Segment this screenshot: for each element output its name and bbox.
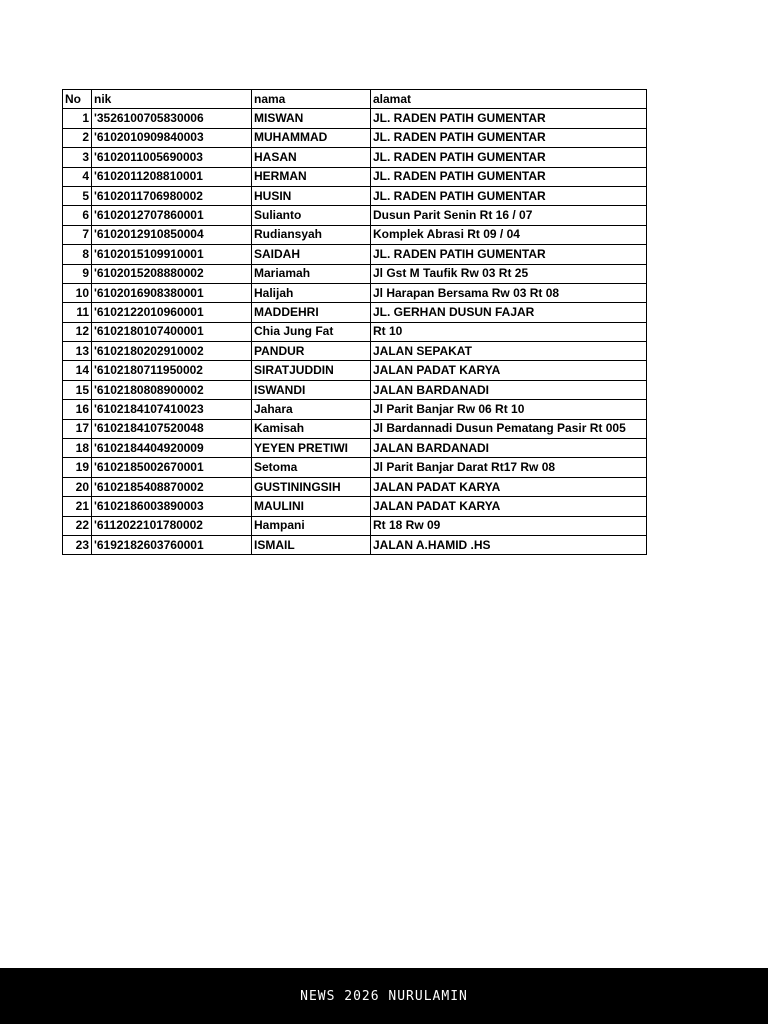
cell-nama: SIRATJUDDIN	[252, 361, 371, 380]
table-row	[63, 109, 647, 128]
cell-nik: '6102184107410023	[92, 400, 252, 419]
cell-nama: Sulianto	[252, 206, 371, 225]
cell-nama: Jahara	[252, 400, 371, 419]
table-row	[63, 419, 647, 438]
cell-no: 23	[63, 535, 92, 554]
cell-no: 12	[63, 322, 92, 341]
cell-nama: SAIDAH	[252, 245, 371, 264]
cell-alamat: JL. RADEN PATIH GUMENTAR	[371, 245, 647, 264]
table-row	[63, 516, 647, 535]
cell-nama: Hampani	[252, 516, 371, 535]
table-row	[63, 225, 647, 244]
cell-alamat: JL. RADEN PATIH GUMENTAR	[371, 186, 647, 205]
table-row	[63, 264, 647, 283]
cell-alamat: JALAN BARDANADI	[371, 439, 647, 458]
cell-nik: '6102180202910002	[92, 342, 252, 361]
cell-alamat: JALAN PADAT KARYA	[371, 477, 647, 496]
cell-alamat: JL. GERHAN DUSUN FAJAR	[371, 303, 647, 322]
cell-alamat: Rt 18 Rw 09	[371, 516, 647, 535]
table-row	[63, 361, 647, 380]
cell-nik: '6102012707860001	[92, 206, 252, 225]
table-row	[63, 400, 647, 419]
cell-nik: '6102016908380001	[92, 283, 252, 302]
cell-alamat: Jl Parit Banjar Darat Rt17 Rw 08	[371, 458, 647, 477]
cell-no: 15	[63, 380, 92, 399]
cell-alamat: JALAN PADAT KARYA	[371, 497, 647, 516]
cell-nik: '6102015208880002	[92, 264, 252, 283]
table-body	[63, 109, 647, 555]
cell-nama: PANDUR	[252, 342, 371, 361]
cell-alamat: JL. RADEN PATIH GUMENTAR	[371, 148, 647, 167]
table-row	[63, 380, 647, 399]
cell-alamat: Komplek Abrasi Rt 09 / 04	[371, 225, 647, 244]
cell-no: 14	[63, 361, 92, 380]
table-row	[63, 245, 647, 264]
footer-caption: NEWS 2026 NURULAMIN	[300, 988, 468, 1004]
cell-nik: '6112022101780002	[92, 516, 252, 535]
header-nama: nama	[252, 90, 371, 109]
table-row	[63, 439, 647, 458]
table-row	[63, 342, 647, 361]
table-row	[63, 458, 647, 477]
cell-nik: '6102186003890003	[92, 497, 252, 516]
cell-alamat: Jl Bardannadi Dusun Pematang Pasir Rt 005	[371, 419, 647, 438]
cell-no: 11	[63, 303, 92, 322]
cell-nama: ISMAIL	[252, 535, 371, 554]
cell-no: 21	[63, 497, 92, 516]
cell-nik: '3526100705830006	[92, 109, 252, 128]
cell-nama: HUSIN	[252, 186, 371, 205]
cell-nama: MUHAMMAD	[252, 128, 371, 147]
header-alamat: alamat	[371, 90, 647, 109]
cell-no: 1	[63, 109, 92, 128]
cell-alamat: Jl Parit Banjar Rw 06 Rt 10	[371, 400, 647, 419]
table-row	[63, 477, 647, 496]
cell-alamat: JALAN BARDANADI	[371, 380, 647, 399]
table-row	[63, 186, 647, 205]
cell-nama: GUSTININGSIH	[252, 477, 371, 496]
cell-nik: '6102122010960001	[92, 303, 252, 322]
cell-nama: Mariamah	[252, 264, 371, 283]
table-row	[63, 322, 647, 341]
cell-alamat: JALAN SEPAKAT	[371, 342, 647, 361]
footer-bar	[0, 968, 768, 1024]
cell-no: 2	[63, 128, 92, 147]
cell-no: 4	[63, 167, 92, 186]
cell-alamat: JALAN PADAT KARYA	[371, 361, 647, 380]
table-row	[63, 535, 647, 554]
header-nik: nik	[92, 90, 252, 109]
cell-no: 13	[63, 342, 92, 361]
data-table	[62, 89, 647, 555]
cell-nik: '6102184107520048	[92, 419, 252, 438]
cell-nik: '6102184404920009	[92, 439, 252, 458]
cell-alamat: Jl Harapan Bersama Rw 03 Rt 08	[371, 283, 647, 302]
cell-nama: Kamisah	[252, 419, 371, 438]
cell-no: 19	[63, 458, 92, 477]
cell-nama: Halijah	[252, 283, 371, 302]
cell-nik: '6102180711950002	[92, 361, 252, 380]
cell-no: 16	[63, 400, 92, 419]
cell-no: 7	[63, 225, 92, 244]
table-row	[63, 206, 647, 225]
cell-no: 17	[63, 419, 92, 438]
cell-nik: '6102012910850004	[92, 225, 252, 244]
cell-nama: Chia Jung Fat	[252, 322, 371, 341]
cell-nama: HASAN	[252, 148, 371, 167]
table-row	[63, 167, 647, 186]
cell-nama: YEYEN PRETIWI	[252, 439, 371, 458]
cell-nik: '6102011005690003	[92, 148, 252, 167]
cell-nik: '6102185002670001	[92, 458, 252, 477]
cell-alamat: JL. RADEN PATIH GUMENTAR	[371, 128, 647, 147]
cell-alamat: Dusun Parit Senin Rt 16 / 07	[371, 206, 647, 225]
table-row	[63, 148, 647, 167]
cell-nama: Setoma	[252, 458, 371, 477]
cell-nik: '6102011208810001	[92, 167, 252, 186]
table-row	[63, 303, 647, 322]
cell-alamat: Rt 10	[371, 322, 647, 341]
cell-alamat: JALAN A.HAMID .HS	[371, 535, 647, 554]
table-row	[63, 128, 647, 147]
cell-no: 8	[63, 245, 92, 264]
cell-nik: '6102185408870002	[92, 477, 252, 496]
cell-nama: HERMAN	[252, 167, 371, 186]
table-row	[63, 283, 647, 302]
cell-alamat: Jl Gst M Taufik Rw 03 Rt 25	[371, 264, 647, 283]
cell-nama: Rudiansyah	[252, 225, 371, 244]
cell-nik: '6102015109910001	[92, 245, 252, 264]
cell-no: 3	[63, 148, 92, 167]
cell-nik: '6102180107400001	[92, 322, 252, 341]
cell-nama: MADDEHRI	[252, 303, 371, 322]
cell-nama: MISWAN	[252, 109, 371, 128]
cell-nik: '6102180808900002	[92, 380, 252, 399]
cell-nik: '6102011706980002	[92, 186, 252, 205]
cell-nik: '6192182603760001	[92, 535, 252, 554]
cell-no: 9	[63, 264, 92, 283]
cell-nama: MAULINI	[252, 497, 371, 516]
cell-nik: '6102010909840003	[92, 128, 252, 147]
header-no: No	[63, 90, 92, 109]
cell-no: 22	[63, 516, 92, 535]
cell-alamat: JL. RADEN PATIH GUMENTAR	[371, 109, 647, 128]
cell-alamat: JL. RADEN PATIH GUMENTAR	[371, 167, 647, 186]
table-header-row	[63, 90, 647, 109]
cell-no: 10	[63, 283, 92, 302]
cell-no: 20	[63, 477, 92, 496]
table-row	[63, 497, 647, 516]
cell-nama: ISWANDI	[252, 380, 371, 399]
cell-no: 5	[63, 186, 92, 205]
cell-no: 18	[63, 439, 92, 458]
cell-no: 6	[63, 206, 92, 225]
